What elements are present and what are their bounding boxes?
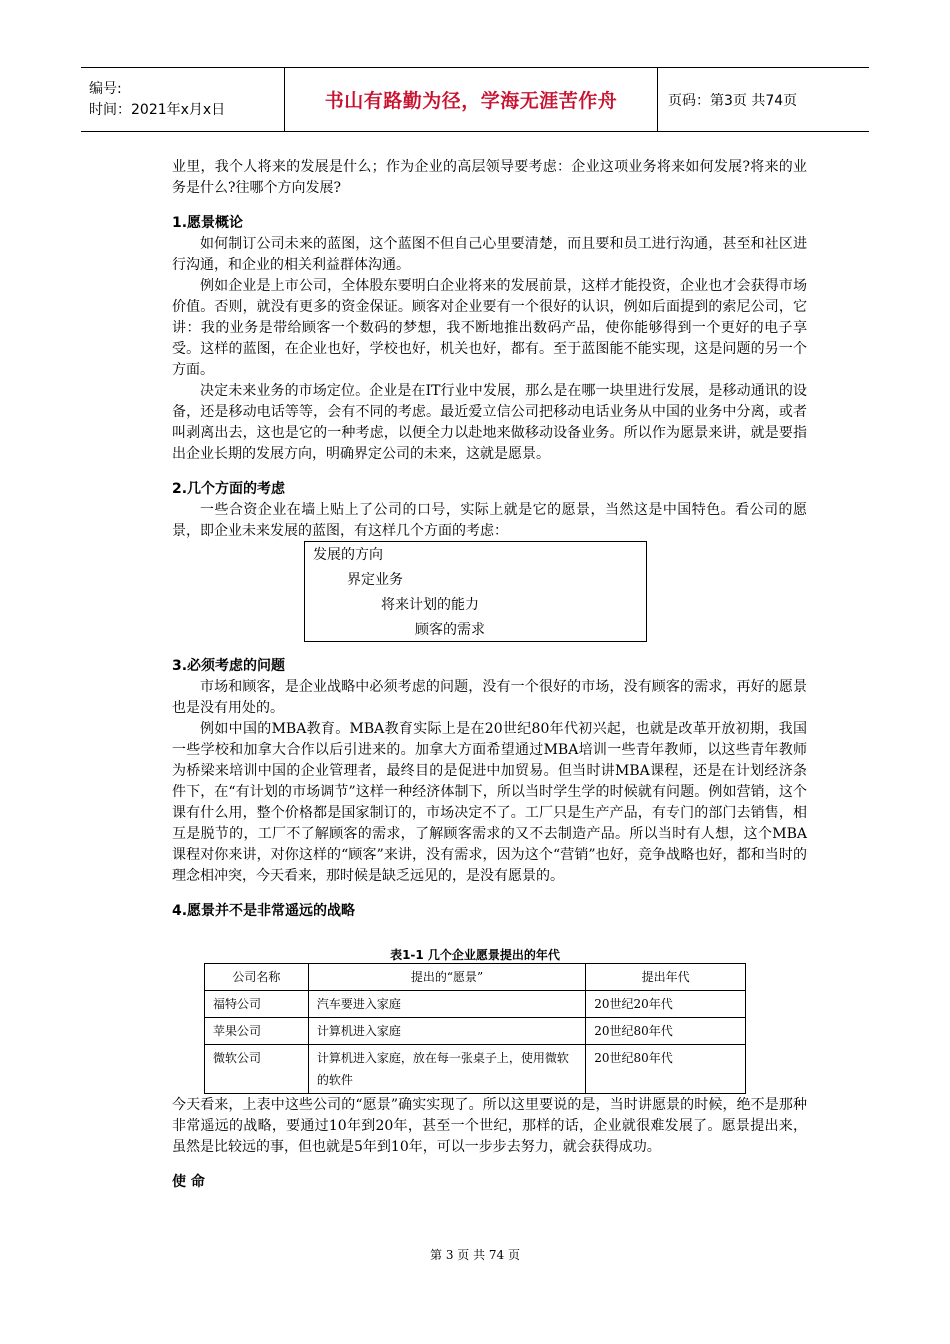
table-cell: 20世纪20年代 — [586, 991, 746, 1018]
considerations-box — [304, 541, 647, 642]
paragraph: 例如企业是上市公司，全体股东要明白企业将来的发展前景，这样才能投资，企业也才会获得市场价值。否则，就没有更多的资金保证。顾客对企业要有一个很好的认识，例如后面提到的索尼公司，它讲：我的业务是带给顾客一个数码的梦想，我不断地推出数码产品，使你能够得到一个更好的电子享受。这样的蓝图，在企业也好，学校也好，机关也好，都有。至于蓝图能不能实现，这是问题的另一个方面。 — [172, 278, 807, 378]
page-header — [81, 67, 869, 132]
table-caption: 表1-1 几个企业愿景提出的年代 — [390, 948, 560, 962]
section-heading-vision-not-distant: 4.愿景并不是非常遥远的战略 — [172, 903, 356, 919]
box-item: 发展的方向 — [313, 547, 383, 563]
section-heading-must-consider: 3.必须考虑的问题 — [172, 658, 286, 674]
header-motto: 书山有路勤为径，学海无涯苦作舟 — [324, 90, 618, 112]
table-row — [205, 1045, 746, 1094]
column-header: 提出年代 — [586, 964, 746, 991]
document-number-label: 编号: — [89, 80, 122, 97]
table-cell: 微软公司 — [205, 1045, 309, 1094]
table-cell: 20世纪80年代 — [586, 1018, 746, 1045]
document-date-label: 时间：2021年x月x日 — [89, 101, 226, 118]
table-cell: 汽车要进入家庭 — [308, 991, 585, 1018]
column-header: 公司名称 — [205, 964, 309, 991]
page-body — [172, 157, 807, 542]
paragraph: 如何制订公司未来的蓝图，这个蓝图不但自己心里要清楚，而且要和员工进行沟通，甚至和社区进行沟通，和企业的相关利益群体沟通。 — [172, 236, 807, 273]
paragraph: 一些合资企业在墙上贴上了公司的口号，实际上就是它的愿景，当然这是中国特色。看公司的愿景，即企业未来发展的蓝图，有这样几个方面的考虑： — [172, 502, 807, 539]
page-body-section3 — [172, 656, 807, 922]
table-header-row — [205, 964, 746, 991]
header-motto-cell — [284, 68, 658, 131]
vision-year-table — [204, 963, 746, 1094]
page-body-section4 — [172, 1095, 807, 1193]
header-meta — [81, 68, 284, 131]
paragraph: 市场和顾客，是企业战略中必须考虑的问题，没有一个很好的市场，没有顾客的需求，再好的愿景也是没有用处的。 — [172, 679, 807, 716]
header-page-number: 页码：第3页 共74页 — [668, 92, 798, 109]
table-row — [205, 1018, 746, 1045]
table-cell: 计算机进入家庭，放在每一张桌子上，使用微软的软件 — [308, 1045, 585, 1094]
paragraph: 例如中国的MBA教育。MBA教育实际上是在20世纪80年代初兴起，也就是改革开放初期，我国一些学校和加拿大合作以后引进来的。加拿大方面希望通过MBA培训一些青年教师，以这些青年教师为桥梁来培训中国的企业管理者，最终目的是促进中加贸易。但当时讲MBA课程，还是在计划经济条件下，在“有计划的市场调节”这样一种经济体制下，所以当时学生学的时候就有问题。例如营销，这个课有什么用，整个价格都是国家制订的，市场决定不了。工厂只是生产产品，有专门的部门去销售，相互是脱节的，工厂不了解顾客的需求，了解顾客需求的又不去制造产品。所以当时有人想，这个MBA课程对你来讲，对你这样的“顾客”来讲，没有需求，因为这个“营销”也好，竞争战略也好，都和当时的理念相冲突，今天看来，那时候是缺乏远见的，是没有愿景的。 — [172, 721, 807, 884]
box-item: 将来计划的能力 — [381, 597, 479, 613]
page-footer: 第 3 页 共 74 页 — [430, 1248, 520, 1262]
box-item: 界定业务 — [347, 572, 403, 588]
intro-paragraph: 业里，我个人将来的发展是什么；作为企业的高层领导要考虑：企业这项业务将来如何发展?将来的业务是什么?往哪个方向发展? — [172, 159, 807, 196]
table-cell: 福特公司 — [205, 991, 309, 1018]
table-cell: 苹果公司 — [205, 1018, 309, 1045]
column-header: 提出的“愿景” — [308, 964, 585, 991]
header-page-cell — [658, 68, 869, 131]
table-row — [205, 991, 746, 1018]
paragraph: 今天看来，上表中这些公司的“愿景”确实实现了。所以这里要说的是，当时讲愿景的时候，绝不是那种非常遥远的战略，要通过10年到20年，甚至一个世纪，那样的话，企业就很难发展了。愿景提出来，虽然是比较远的事，但也就是5年到10年，可以一步步去努力，就会获得成功。 — [172, 1097, 807, 1155]
box-item: 顾客的需求 — [415, 622, 485, 638]
table-cell: 计算机进入家庭 — [308, 1018, 585, 1045]
table-cell: 20世纪80年代 — [586, 1045, 746, 1094]
section-heading-vision-overview: 1.愿景概论 — [172, 215, 244, 231]
section-heading-mission: 使 命 — [172, 1174, 205, 1190]
paragraph: 决定未来业务的市场定位。企业是在IT行业中发展，那么是在哪一块里进行发展，是移动通讯的设备，还是移动电话等等，会有不同的考虑。最近爱立信公司把移动电话业务从中国的业务中分离，或者叫剥离出去，这也是它的一种考虑，以便全力以赴地来做移动设备业务。所以作为愿景来讲，就是要指出企业长期的发展方向，明确界定公司的未来，这就是愿景。 — [172, 383, 807, 462]
section-heading-considerations: 2.几个方面的考虑 — [172, 481, 286, 497]
